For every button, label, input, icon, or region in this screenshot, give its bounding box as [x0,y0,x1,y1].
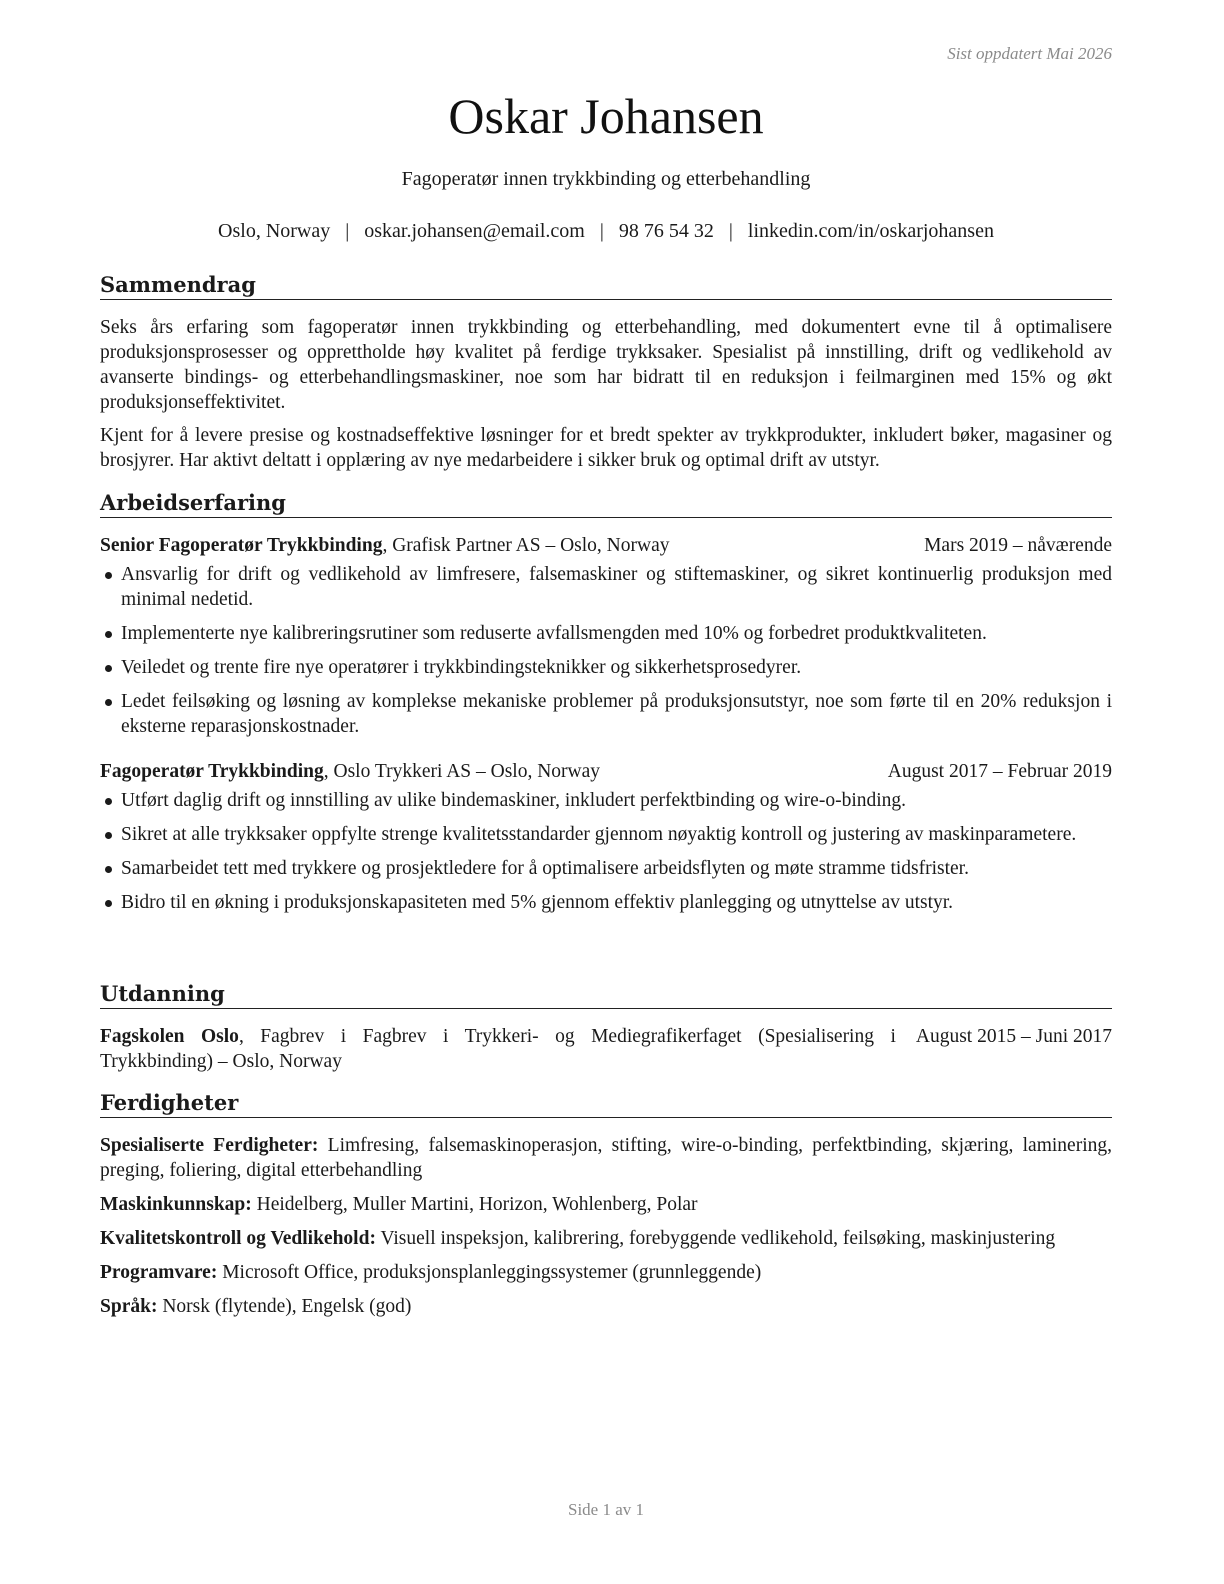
section-title-skills: Ferdigheter [100,1089,1112,1118]
education-dates: August 2015 – Juni 2017 [915,1026,1112,1047]
list-item: Veiledet og trente fire nye operatører i trykkbindingsteknikker og sikkerhetsprosedyrer. [100,655,1112,680]
job-header [100,759,1112,784]
page-number: Side 1 av 1 [567,1500,645,1519]
skill-value: Limfresing, falsemaskinoperasjon, stifting, wire-o-binding, perfektbinding, skjæring, laminering, preging, foliering, digital etterbehandling [100,1135,1112,1181]
resume-page [100,0,1112,1584]
skill-row [100,1133,1112,1183]
skill-row [100,1260,1112,1285]
skill-value: Norsk (flytende), Engelsk (god) [157,1296,412,1317]
job-role: Fagoperatør Trykkbinding [100,761,324,782]
skill-label: Spesialiserte Ferdigheter: [100,1135,319,1156]
job-bullets [100,788,1112,915]
skills-section [100,1133,1112,1328]
job-bullets [100,562,1112,739]
job-entry [100,533,1112,748]
job-entry [100,759,1112,924]
skill-label: Kvalitetskontroll og Vedlikehold: [100,1228,376,1249]
list-item: Samarbeidet tett med trykkere og prosjektledere for å optimalisere arbeidsflyten og møte stramme tidsfrister. [100,856,1112,881]
skill-label: Maskinkunnskap: [100,1194,252,1215]
contact-separator: | [345,220,350,242]
contact-separator: | [599,220,604,242]
skill-row [100,1226,1112,1251]
contact-line [100,219,1112,243]
contact-linkedin[interactable]: linkedin.com/in/oskarjohansen [747,220,994,242]
education-school: Fagskolen Oslo [100,1026,239,1047]
job-dates: August 2017 – Februar 2019 [887,761,1112,782]
contact-phone: 98 76 54 32 [618,220,714,242]
section-title-experience: Arbeidserfaring [100,489,1112,518]
job-company: , Oslo Trykkeri AS – Oslo, Norway [323,761,601,782]
contact-email[interactable]: oskar.johansen@email.com [364,220,585,242]
section-title-education: Utdanning [100,980,1112,1009]
candidate-title: Fagoperatør innen trykkbinding og etterbehandling [401,168,811,190]
list-item: Bidro til en økning i produksjonskapasiteten med 5% gjennom effektiv planlegging og utnyttelse av utstyr. [100,890,1112,915]
skill-label: Språk: [100,1296,158,1317]
list-item: Ansvarlig for drift og vedlikehold av limfresere, falsemaskiner og stiftemaskiner, og sikret kontinuerlig produksjon med minimal nedetid. [100,562,1112,612]
job-company: , Grafisk Partner AS – Oslo, Norway [382,535,670,556]
education-entry [100,1024,1112,1074]
contact-separator: | [728,220,733,242]
contact-location: Oslo, Norway [218,220,331,242]
list-item: Sikret at alle trykksaker oppfylte strenge kvalitetsstandarder gjennom nøyaktig kontroll og justering av maskinparametere. [100,822,1112,847]
skill-label: Programvare: [100,1262,218,1283]
skill-row [100,1294,1112,1319]
education-degree: , Fagbrev i Fagbrev i Trykkeri- og Mediegrafikerfaget (Spesialisering i Trykkbinding) – Oslo, Norway [100,1026,896,1072]
skill-value: Visuell inspeksjon, kalibrering, forebyggende vedlikehold, feilsøking, maskinjustering [375,1228,1056,1249]
skill-row [100,1192,1112,1217]
list-item: Ledet feilsøking og løsning av komplekse mekaniske problemer på produksjonsutstyr, noe som førte til en 20% reduksjon i eksterne reparasjonskostnader. [100,689,1112,739]
job-header [100,533,1112,558]
list-item: Implementerte nye kalibreringsrutiner som reduserte avfallsmengden med 10% og forbedret produktkvaliteten. [100,621,1112,646]
job-dates: Mars 2019 – nåværende [924,535,1112,556]
skill-value: Heidelberg, Muller Martini, Horizon, Wohlenberg, Polar [251,1194,698,1215]
summary-paragraph: Kjent for å levere presise og kostnadseffektive løsninger for et bredt spekter av trykkprodukter, inkludert bøker, magasiner og brosjyrer. Har aktivt deltatt i opplæring av nye medarbeidere i sikker bruk og optimal drift av utstyr. [100,425,1112,471]
last-updated: Sist oppdatert Mai 2026 [947,44,1112,63]
list-item: Utført daglig drift og innstilling av ulike bindemaskiner, inkludert perfektbinding og wire-o-binding. [100,788,1112,813]
education-header [100,1024,1112,1074]
summary-paragraph: Seks års erfaring som fagoperatør innen trykkbinding og etterbehandling, med dokumentert evne til å optimalisere produksjonsprosesser og opprettholde høy kvalitet på ferdige trykksaker. Spesialist på innstilling, drift og vedlikehold av avanserte bindings- og etterbehandlingsmaskiner, noe som har bidratt til en reduksjon i feilmarginen med 15% og økt produksjonseffektivitet. [100,317,1112,413]
skill-value: Microsoft Office, produksjonsplanleggingssystemer (grunnleggende) [217,1262,762,1283]
section-title-summary: Sammendrag [100,271,1112,300]
candidate-name: Oskar Johansen [448,88,764,144]
job-role: Senior Fagoperatør Trykkbinding [100,535,383,556]
summary-section [100,315,1112,481]
